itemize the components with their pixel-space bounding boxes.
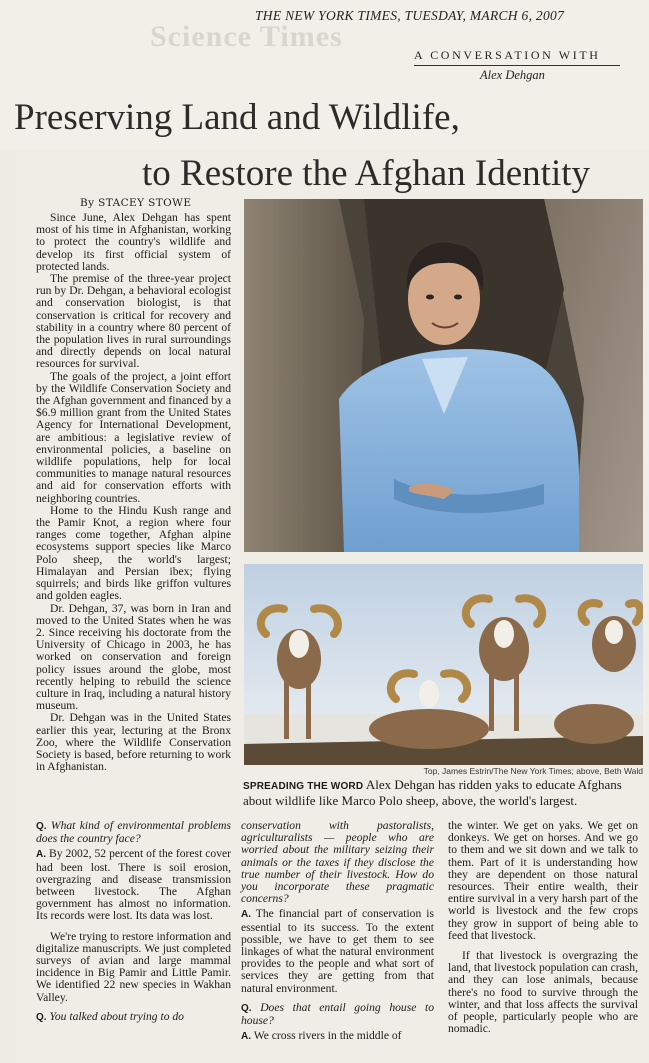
answer-text: The financial part of conservation is essential to its success. To the extent possible, we have to get them to see linkages of what the natural environment provides to the people and what sort of services they are getting from that natural environment.: [241, 907, 434, 995]
answer: [36, 848, 231, 922]
series-label: [414, 48, 620, 66]
question-text: You talked about trying to do: [49, 1009, 184, 1023]
portrait-photo: [244, 199, 643, 552]
q-label: Q.: [36, 821, 47, 832]
series-text: A CONVERSATION WITH: [414, 48, 601, 62]
question-text: Does that entail going house to house?: [241, 1000, 435, 1028]
sheep-illustration: [244, 564, 643, 765]
series-subject: Alex Dehgan: [480, 68, 545, 82]
paragraph: Home to the Hindu Kush range and the Pamir Knot, a region where four ranges come together, Afghan alpine ecosystems support species like Marco Polo sheep, the world's largest; Himalayan and Persian ibex; flying squirrels; and birds like griffon vultures and golden eagles.: [36, 503, 231, 603]
sheep-photo: [244, 564, 643, 765]
answer-text: By 2002, 52 percent of the forest cover had been lost. There is soil erosion, overgrazing and disease transmission between livestock. The Afghan government has almost no information. Its records were lost. Its data was lost.: [36, 847, 231, 923]
paragraph: the winter. We get on yaks. We get on donkeys. We get on horses. And we go to them and we sit down and we talk to them. Part of it is understanding how they are dependent on those natural resources. Their entire wealth, their entire survival in a very harsh part of the world is livestock and the few crops they grow in support of being able to feed that livestock.: [448, 819, 638, 942]
q-label: Q.: [241, 1002, 252, 1014]
article-column-2: [241, 820, 434, 1043]
question: [36, 820, 231, 845]
answer-text: We cross rivers in the middle of: [253, 1029, 402, 1043]
article-column-1: [36, 212, 231, 773]
paragraph: Dr. Dehgan, 37, was born in Iran and moved to the United States when he was 2. Since receiving his doctorate from the University of Chicago in 2003, he has worked on conservation and foreign policy issues around the globe, most recently helping to rebuild the science culture in Iraq, including a natural history museum.: [36, 601, 231, 713]
caption-text: Alex Dehgan has ridden yaks to educate Afghans about wildlife like Marco Polo sheep, above, the world's largest.: [243, 777, 622, 808]
answer: [241, 908, 434, 994]
photo-caption: [243, 778, 643, 808]
byline: By STACEY STOWE: [80, 197, 192, 209]
headline-line-1: Preserving Land and Wildlife,: [14, 97, 460, 138]
a-label: A.: [241, 1031, 251, 1043]
q-label: Q.: [36, 1011, 47, 1023]
paragraph: If that livestock is overgrazing the land, that livestock population can crash, and they can lose animals, because there's no food to survive through the winter, and that loss affects the survival of people, particularly people who are nomadic.: [448, 949, 638, 1036]
paragraph: The goals of the project, a joint effort by the Wildlife Conservation Society and the Afghan government and financed by a $6.9 million grant from the United States Agency for International Development, are ambitious: a legislative review of environmental policies, a baseline on wildlife populations, help for local communities to manage natural resources and aid for conservation efforts with neighboring countries.: [36, 369, 231, 505]
a-label: A.: [36, 849, 46, 861]
dateline: THE NEW YORK TIMES, TUESDAY, MARCH 6, 2007: [255, 8, 565, 23]
series-rule: [414, 65, 620, 66]
caption-lead: SPREADING THE WORD: [243, 781, 364, 792]
article-column-1-lower: [36, 820, 231, 1024]
question: [36, 1011, 231, 1024]
headline-line-2: to Restore the Afghan Identity: [142, 153, 591, 194]
answer: [241, 1030, 434, 1043]
question: [241, 1002, 434, 1027]
paragraph: The premise of the three-year project run by Dr. Dehgan, a behavioral ecologist and conservation biologist, is that conservation is critical for recovery and stability in a country where 80 percent of the population lives in rural surroundings and directly depends on local natural resources for survival.: [36, 272, 231, 371]
question-text: What kind of environmental problems does the country face?: [36, 819, 231, 846]
paragraph: Since June, Alex Dehgan has spent most of his time in Afghanistan, working to protect the country's wildlife and develop its first official system of protected lands.: [36, 211, 231, 273]
paragraph: We're trying to restore information and digitalize manuscripts. We just completed surveys of avian and large mammal incidence in Big Pamir and Little Pamir. We identified 22 new species in Wakhan Valley.: [36, 929, 231, 1004]
photo-credit: Top, James Estrin/The New York Times; above, Beth Wald: [423, 766, 643, 776]
portrait-illustration: [244, 199, 643, 552]
question-continued: conservation with pastoralists, agriculturalists — people who are worried about the military seizing their animals or the taxes if they disclose the true number of their livestock. How do you incorporate these pragmatic concerns?: [241, 819, 434, 906]
a-label: A.: [241, 909, 251, 921]
article-column-3: [448, 820, 638, 1035]
bleed-through-masthead: Science Times: [150, 20, 343, 53]
paragraph: Dr. Dehgan was in the United States earlier this year, lecturing at the Bronx Zoo, where the Wildlife Conservation Society is based, before returning to work in Afghanistan.: [36, 711, 231, 774]
